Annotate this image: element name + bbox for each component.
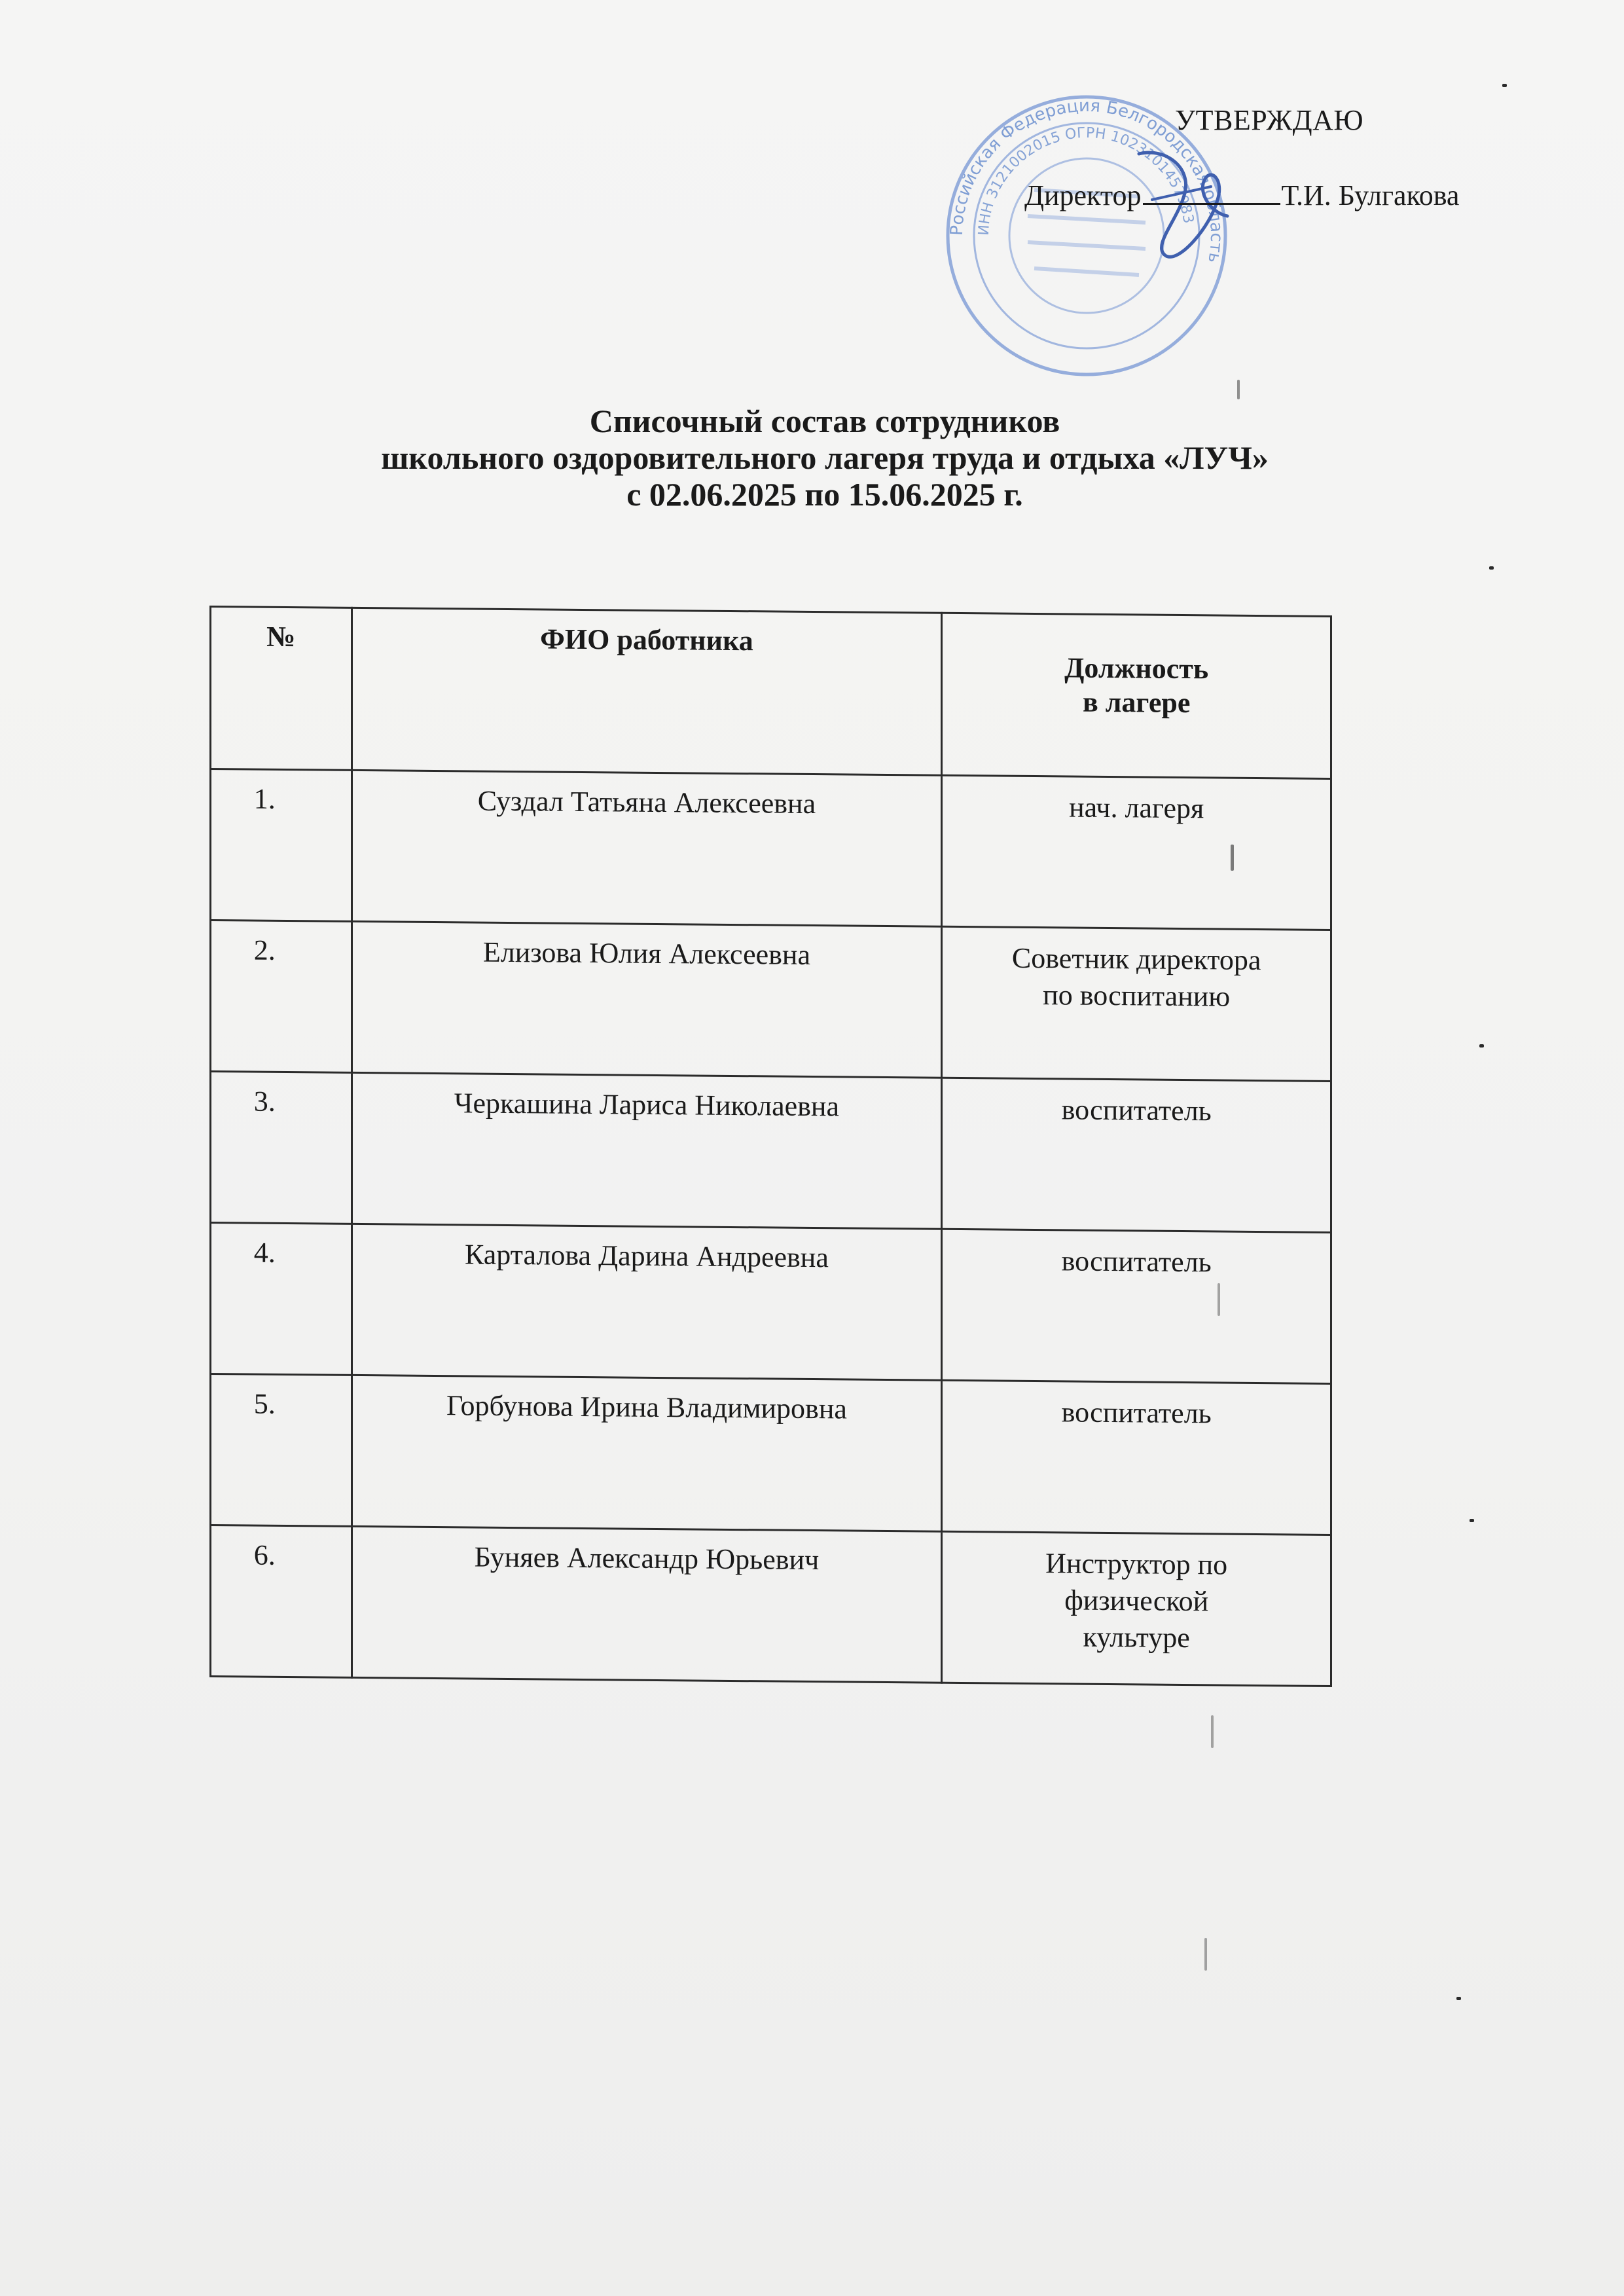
- table-row: [211, 1072, 1331, 1233]
- position-line: воспитатель: [1061, 1396, 1212, 1430]
- scan-speck: [1211, 1715, 1214, 1748]
- position-line: воспитатель: [1061, 1093, 1212, 1127]
- position-line: культуре: [1083, 1620, 1190, 1654]
- table-row: [211, 1525, 1331, 1686]
- scan-speck: [1479, 1044, 1484, 1048]
- signature-blank: [1143, 177, 1280, 205]
- approval-title: УТВЕРЖДАЮ: [1175, 104, 1364, 136]
- scan-speck: [1237, 380, 1240, 399]
- employee-position: [942, 775, 1331, 930]
- position-line: Советник директора: [1011, 941, 1261, 977]
- position-line: по воспитанию: [1043, 979, 1231, 1013]
- position-line: воспитатель: [1061, 1245, 1212, 1279]
- table-row: [211, 1374, 1331, 1535]
- employee-name: Елизова Юлия Алексеевна: [352, 921, 942, 1078]
- employee-position: [942, 1078, 1331, 1232]
- staff-table: [209, 606, 1332, 1687]
- row-number: 5.: [211, 1374, 352, 1527]
- scan-speck: [1456, 1997, 1461, 2000]
- header-position-line-2: в лагере: [1082, 685, 1191, 720]
- header-position: [942, 613, 1331, 778]
- row-number: 4.: [211, 1223, 352, 1376]
- director-position: Директор: [1024, 179, 1142, 211]
- row-number: 3.: [211, 1072, 352, 1224]
- scan-speck: [1502, 84, 1507, 87]
- position-line: физической: [1064, 1584, 1209, 1618]
- table-header-row: [211, 607, 1331, 779]
- header-num: №: [211, 607, 352, 771]
- employee-name: Горбунова Ирина Владимировна: [352, 1375, 942, 1531]
- header-position-line-1: Должность: [1064, 651, 1209, 685]
- employee-position: [942, 1229, 1331, 1383]
- title-line-1: Списочный состав сотрудников: [589, 403, 1060, 439]
- row-number: 2.: [211, 920, 352, 1073]
- position-line: нач. лагеря: [1069, 791, 1204, 825]
- title-line-2: школьного оздоровительного лагеря труда и отдыха «ЛУЧ»: [381, 439, 1269, 476]
- table-row: [211, 920, 1331, 1082]
- employee-name: Черкашина Лариса Николаевна: [352, 1072, 942, 1229]
- seal-inner-text: ИНН 3121002015 ОГРН 1023101457983: [975, 124, 1197, 236]
- scan-speck: [1489, 566, 1494, 570]
- row-number: 6.: [211, 1525, 352, 1678]
- employee-position: [942, 926, 1331, 1081]
- scan-speck: [1204, 1938, 1207, 1971]
- table-row: [211, 769, 1331, 930]
- employee-position: [942, 1531, 1331, 1686]
- title-line-3: с 02.06.2025 по 15.06.2025 г.: [626, 476, 1023, 513]
- employee-position: [942, 1380, 1331, 1535]
- document-title: [249, 403, 1401, 513]
- position-line: Инструктор по: [1045, 1547, 1228, 1581]
- table-row: [211, 1223, 1331, 1384]
- employee-name: Карталова Дарина Андреевна: [352, 1224, 942, 1380]
- seal-outer-text: Российская Федерация Белгородская область: [947, 96, 1227, 264]
- row-number: 1.: [211, 769, 352, 922]
- director-line: [1024, 177, 1459, 212]
- director-name: Т.И. Булгакова: [1281, 179, 1460, 211]
- employee-name: Суздал Татьяна Алексеевна: [352, 770, 942, 926]
- employee-name: Буняев Александр Юрьевич: [352, 1526, 942, 1683]
- header-name: ФИО работника: [352, 608, 942, 775]
- scan-speck: [1470, 1519, 1474, 1522]
